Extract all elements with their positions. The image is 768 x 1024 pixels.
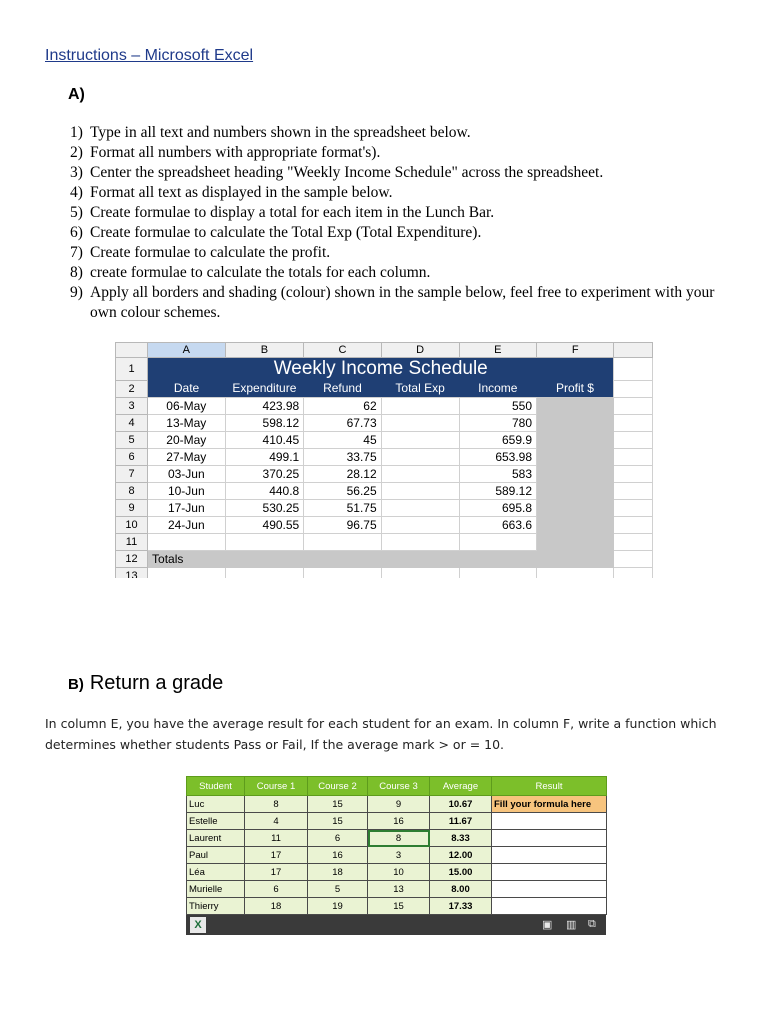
sheet-cell[interactable]: 653.98 <box>459 448 536 465</box>
instruction-number: 9) <box>70 284 83 301</box>
grades-column-header[interactable]: Course 3 <box>368 777 430 796</box>
grades-column-header[interactable]: Course 1 <box>245 777 308 796</box>
grades-row <box>187 898 607 915</box>
sheet-cell[interactable]: 583 <box>459 465 536 482</box>
column-header-blank <box>614 343 653 358</box>
instruction-text: Apply all borders and shading (colour) shown in the sample below, feel free to experiment with your own colour schemes. <box>90 284 715 321</box>
sheet-cell[interactable] <box>381 448 459 465</box>
totals-cell[interactable] <box>381 550 459 567</box>
sheet-cell[interactable] <box>459 567 536 578</box>
sheet-row <box>116 397 653 414</box>
sheet-cell[interactable] <box>381 414 459 431</box>
grades-header-row <box>187 777 607 796</box>
grades-cell[interactable]: Léa <box>187 864 245 881</box>
sheet-cell[interactable] <box>148 533 226 550</box>
instruction-number: 6) <box>70 224 83 241</box>
sheet-cell[interactable]: 27-May <box>148 448 226 465</box>
profit-cell[interactable] <box>537 431 614 448</box>
totals-row <box>116 550 653 567</box>
sheet-row <box>116 533 653 550</box>
section-b-label: B) <box>68 676 84 693</box>
sheet-cell[interactable] <box>614 516 653 533</box>
grades-cell[interactable]: 15 <box>368 898 430 915</box>
sheet-cell[interactable]: 10-Jun <box>148 482 226 499</box>
totals-cell[interactable] <box>304 550 381 567</box>
totals-cell[interactable] <box>537 550 614 567</box>
profit-cell[interactable] <box>537 414 614 431</box>
grades-cell[interactable]: 8.00 <box>430 881 492 898</box>
result-cell[interactable]: Fill your formula here <box>492 796 607 813</box>
totals-label[interactable]: Totals <box>148 550 226 567</box>
sheet-cell[interactable] <box>614 431 653 448</box>
grades-cell[interactable]: 18 <box>245 898 308 915</box>
instruction-text: Center the spreadsheet heading "Weekly Income Schedule" across the spreadsheet. <box>90 164 604 181</box>
sheet-row <box>116 516 653 533</box>
sheet-cell[interactable] <box>614 380 653 397</box>
instruction-item <box>70 143 730 163</box>
grades-row <box>187 796 607 813</box>
sheet-column-label[interactable]: Expenditure <box>225 380 304 397</box>
sheet-cell[interactable]: 03-Jun <box>148 465 226 482</box>
column-header-e[interactable]: E <box>459 343 536 358</box>
result-cell[interactable] <box>492 864 607 881</box>
sheet-cell[interactable]: 499.1 <box>225 448 304 465</box>
save-icon[interactable]: ▣ <box>542 919 553 931</box>
result-cell[interactable] <box>492 813 607 830</box>
sheet-cell[interactable] <box>614 550 653 567</box>
sheet-cell[interactable]: 33.75 <box>304 448 381 465</box>
grades-cell[interactable]: Paul <box>187 847 245 864</box>
grades-column-header[interactable]: Course 2 <box>308 777 368 796</box>
column-header-a[interactable]: A <box>148 343 226 358</box>
grades-cell[interactable]: 17 <box>245 864 308 881</box>
instruction-item <box>70 223 730 243</box>
sheet-row <box>116 431 653 448</box>
column-header-c[interactable]: C <box>304 343 381 358</box>
popout-icon[interactable]: ⧉ <box>588 918 596 930</box>
sheet-cell[interactable] <box>381 499 459 516</box>
sheet-cell[interactable] <box>225 533 304 550</box>
grades-table <box>186 776 606 935</box>
instruction-number: 8) <box>70 264 83 281</box>
instruction-item <box>70 183 730 203</box>
sheet-cell[interactable]: 56.25 <box>304 482 381 499</box>
sheet-cell[interactable]: 530.25 <box>225 499 304 516</box>
sheet-cell[interactable] <box>381 431 459 448</box>
row-header[interactable]: 7 <box>116 465 148 482</box>
grades-cell[interactable]: 8 <box>245 796 308 813</box>
grades-column-header[interactable]: Result <box>492 777 607 796</box>
profit-cell[interactable] <box>537 397 614 414</box>
sheet-cell[interactable] <box>614 414 653 431</box>
sheet-cell[interactable]: 550 <box>459 397 536 414</box>
sheet-cell[interactable] <box>614 482 653 499</box>
sheet-cell[interactable] <box>614 567 653 578</box>
grades-row <box>187 881 607 898</box>
excel-icon[interactable]: X <box>190 917 206 933</box>
grades-cell[interactable]: 10.67 <box>430 796 492 813</box>
sheet-cell[interactable] <box>381 397 459 414</box>
row-header[interactable]: 8 <box>116 482 148 499</box>
instruction-item <box>70 203 730 223</box>
grades-cell[interactable]: 6 <box>245 881 308 898</box>
sheet-cell[interactable] <box>381 465 459 482</box>
row-header[interactable]: 1 <box>116 358 148 381</box>
grades-row <box>187 847 607 864</box>
instruction-text: create formulae to calculate the totals for each column. <box>90 264 431 281</box>
grades-cell[interactable]: 6 <box>308 830 368 847</box>
sheet-cell[interactable]: 589.12 <box>459 482 536 499</box>
sheet-cell[interactable] <box>304 567 381 578</box>
grades-cell[interactable]: 11 <box>245 830 308 847</box>
grades-cell[interactable]: 4 <box>245 813 308 830</box>
sheet-cell[interactable] <box>304 533 381 550</box>
spreadsheet-sample <box>115 342 653 578</box>
document-title: Instructions – Microsoft Excel <box>45 47 254 64</box>
grades-cell[interactable]: 8.33 <box>430 830 492 847</box>
sheet-row <box>116 567 653 578</box>
sheet-cell[interactable] <box>381 482 459 499</box>
grades-cell[interactable]: 17 <box>245 847 308 864</box>
sheet-cell[interactable]: 410.45 <box>225 431 304 448</box>
row-header[interactable]: 12 <box>116 550 148 567</box>
row-header[interactable]: 5 <box>116 431 148 448</box>
sheet-cell[interactable]: 695.8 <box>459 499 536 516</box>
sheet-title[interactable]: Weekly Income Schedule <box>148 358 614 381</box>
row-header[interactable]: 11 <box>116 533 148 550</box>
sheet-cell[interactable]: 67.73 <box>304 414 381 431</box>
sheet-cell[interactable]: 440.8 <box>225 482 304 499</box>
grades-cell[interactable]: 3 <box>368 847 430 864</box>
result-cell[interactable] <box>492 881 607 898</box>
sheet-cell[interactable] <box>614 465 653 482</box>
grades-column-header[interactable]: Average <box>430 777 492 796</box>
sheet-column-label[interactable]: Total Exp <box>381 380 459 397</box>
sheet-cell[interactable]: 96.75 <box>304 516 381 533</box>
instruction-list <box>70 123 730 323</box>
sheet-cell[interactable]: 51.75 <box>304 499 381 516</box>
sheet-cell[interactable]: 20-May <box>148 431 226 448</box>
grades-cell[interactable]: 13 <box>368 881 430 898</box>
grades-cell[interactable]: Laurent <box>187 830 245 847</box>
grades-cell[interactable]: 16 <box>368 813 430 830</box>
instruction-text: Format all numbers with appropriate format's). <box>90 144 381 161</box>
sheet-cell[interactable] <box>148 567 226 578</box>
sheet-cell[interactable] <box>381 516 459 533</box>
profit-cell[interactable] <box>537 448 614 465</box>
grades-cell[interactable]: 17.33 <box>430 898 492 915</box>
grades-cell[interactable]: Murielle <box>187 881 245 898</box>
sheet-row <box>116 465 653 482</box>
sheet-cell[interactable]: 13-May <box>148 414 226 431</box>
grades-cell[interactable]: 9 <box>368 796 430 813</box>
sheet-cell[interactable] <box>614 397 653 414</box>
sheet-cell[interactable]: 62 <box>304 397 381 414</box>
grades-cell[interactable]: 8 <box>368 830 430 847</box>
sheet-row <box>116 358 653 381</box>
grades-cell[interactable]: 16 <box>308 847 368 864</box>
instruction-text: Create formulae to calculate the Total Exp (Total Expenditure). <box>90 224 482 241</box>
sheet-column-label[interactable]: Income <box>459 380 536 397</box>
sheet-row <box>116 414 653 431</box>
sheet-cell[interactable]: 28.12 <box>304 465 381 482</box>
grades-cell[interactable]: 19 <box>308 898 368 915</box>
instruction-number: 3) <box>70 164 83 181</box>
profit-cell[interactable] <box>537 465 614 482</box>
embed-toolbar <box>186 915 606 935</box>
row-header[interactable]: 9 <box>116 499 148 516</box>
instruction-text: Type in all text and numbers shown in the spreadsheet below. <box>90 124 471 141</box>
grades-cell[interactable]: 11.67 <box>430 813 492 830</box>
row-header[interactable]: 2 <box>116 380 148 397</box>
grades-cell[interactable]: Thierry <box>187 898 245 915</box>
instruction-text: Create formulae to calculate the profit. <box>90 244 331 261</box>
result-cell[interactable] <box>492 830 607 847</box>
sheet-cell[interactable] <box>459 533 536 550</box>
profit-cell[interactable] <box>537 516 614 533</box>
instruction-number: 5) <box>70 204 83 221</box>
sheet-cell[interactable]: 17-Jun <box>148 499 226 516</box>
grades-cell[interactable]: 10 <box>368 864 430 881</box>
grades-cell[interactable]: 15 <box>308 813 368 830</box>
row-header[interactable]: 3 <box>116 397 148 414</box>
sheet-row <box>116 482 653 499</box>
grades-cell[interactable]: Estelle <box>187 813 245 830</box>
instruction-item <box>70 163 730 183</box>
profit-cell[interactable] <box>537 533 614 550</box>
sheet-cell[interactable] <box>614 448 653 465</box>
sheet-column-label[interactable]: Profit $ <box>537 380 614 397</box>
column-header-d[interactable]: D <box>381 343 459 358</box>
section-a-heading: A) <box>68 86 85 103</box>
grades-cell[interactable]: Luc <box>187 796 245 813</box>
row-header[interactable]: 13 <box>116 567 148 578</box>
grades-row <box>187 813 607 830</box>
sheet-cell[interactable]: 06-May <box>148 397 226 414</box>
instruction-item <box>70 243 730 263</box>
instruction-number: 4) <box>70 184 83 201</box>
sheet-column-label[interactable]: Refund <box>304 380 381 397</box>
instruction-number: 1) <box>70 124 83 141</box>
grades-row <box>187 864 607 881</box>
grades-cell[interactable]: 12.00 <box>430 847 492 864</box>
sheet-cell[interactable] <box>537 567 614 578</box>
sheet-cell[interactable]: 659.9 <box>459 431 536 448</box>
instruction-number: 7) <box>70 244 83 261</box>
totals-cell[interactable] <box>459 550 536 567</box>
instruction-item <box>70 123 730 143</box>
sheet-cell[interactable] <box>614 358 653 381</box>
grid-icon[interactable]: ▥ <box>566 919 577 931</box>
result-cell[interactable] <box>492 847 607 864</box>
totals-cell[interactable] <box>225 550 304 567</box>
sheet-cell[interactable]: 780 <box>459 414 536 431</box>
sheet-cell[interactable]: 423.98 <box>225 397 304 414</box>
instruction-number: 2) <box>70 144 83 161</box>
grades-cell[interactable]: 18 <box>308 864 368 881</box>
sheet-cell[interactable]: 45 <box>304 431 381 448</box>
row-header[interactable]: 6 <box>116 448 148 465</box>
grades-cell[interactable]: 5 <box>308 881 368 898</box>
instruction-item <box>70 283 730 323</box>
sheet-header-row <box>116 380 653 397</box>
column-header-row <box>116 343 653 358</box>
instruction-text: Create formulae to display a total for each item in the Lunch Bar. <box>90 204 495 221</box>
profit-cell[interactable] <box>537 482 614 499</box>
sheet-cell[interactable] <box>381 533 459 550</box>
grades-cell[interactable]: 15 <box>308 796 368 813</box>
row-header[interactable]: 4 <box>116 414 148 431</box>
sheet-row <box>116 448 653 465</box>
profit-cell[interactable] <box>537 499 614 516</box>
column-header-b[interactable]: B <box>225 343 304 358</box>
row-header[interactable]: 10 <box>116 516 148 533</box>
corner-cell[interactable] <box>116 343 148 358</box>
sheet-cell[interactable]: 370.25 <box>225 465 304 482</box>
section-b-text: In column E, you have the average result for each student for an exam. In column F, write a function which determines whether students Pass or Fail, If the average mark > or = 10. <box>45 716 717 752</box>
sheet-cell[interactable]: 490.55 <box>225 516 304 533</box>
grades-column-header[interactable]: Student <box>187 777 245 796</box>
sheet-cell[interactable] <box>614 533 653 550</box>
sheet-cell[interactable] <box>225 567 304 578</box>
instruction-text: Format all text as displayed in the sample below. <box>90 184 393 201</box>
sheet-cell[interactable]: 24-Jun <box>148 516 226 533</box>
sheet-cell[interactable]: 663.6 <box>459 516 536 533</box>
sheet-cell[interactable] <box>614 499 653 516</box>
sheet-cell[interactable]: 598.12 <box>225 414 304 431</box>
grades-cell[interactable]: 15.00 <box>430 864 492 881</box>
sheet-row <box>116 499 653 516</box>
sheet-column-label[interactable]: Date <box>148 380 226 397</box>
section-b-title: Return a grade <box>89 672 224 694</box>
column-header-f[interactable]: F <box>537 343 614 358</box>
result-cell[interactable] <box>492 898 607 915</box>
sheet-cell[interactable] <box>381 567 459 578</box>
section-b-heading <box>68 672 223 695</box>
instruction-item <box>70 263 730 283</box>
grades-row <box>187 830 607 847</box>
